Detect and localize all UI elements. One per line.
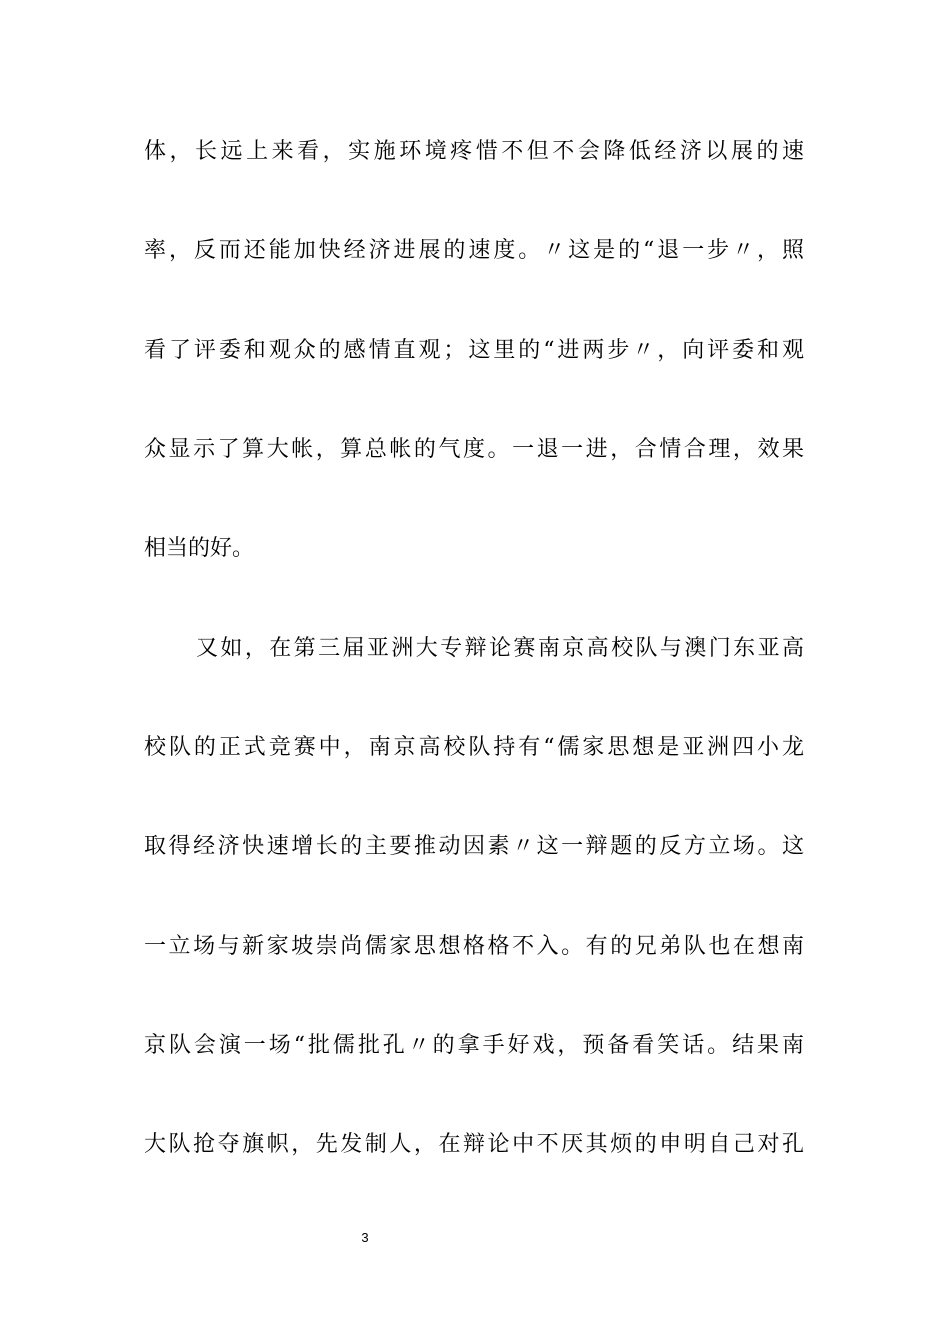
paragraph-first-line: 又如，在第三届亚洲大专辩论赛南京高校队与澳门东亚高 (196, 636, 804, 661)
text-line: 率，反而还能加快经济进展的速度。〃这是的“退一步〃，照 (144, 238, 804, 263)
text-line: 众显示了算大帐，算总帐的气度。一退一进，合情合理，效果 (144, 437, 804, 462)
text-line: 京队会演一场“批儒批孔〃的拿手好戏，预备看笑话。结果南 (144, 1033, 804, 1058)
text-line: 体，长远上来看，实施环境疼惜不但不会降低经济以展的速 (144, 139, 804, 164)
page-number: 3 (361, 1230, 369, 1245)
text-line: 校队的正式竞赛中，南京高校队持有“儒家思想是亚洲四小龙 (144, 735, 804, 760)
text-line: 相当的好。 (144, 536, 255, 561)
text-line: 一立场与新家坡崇尚儒家思想格格不入。有的兄弟队也在想南 (144, 934, 804, 959)
text-line: 取得经济快速增长的主要推动因素〃这一辩题的反方立场。这 (144, 834, 804, 859)
text-line: 大队抢夺旗帜，先发制人，在辩论中不厌其烦的申明自己对孔 (144, 1132, 804, 1157)
text-line: 看了评委和观众的感情直观；这里的“进两步〃，向评委和观 (144, 338, 804, 363)
